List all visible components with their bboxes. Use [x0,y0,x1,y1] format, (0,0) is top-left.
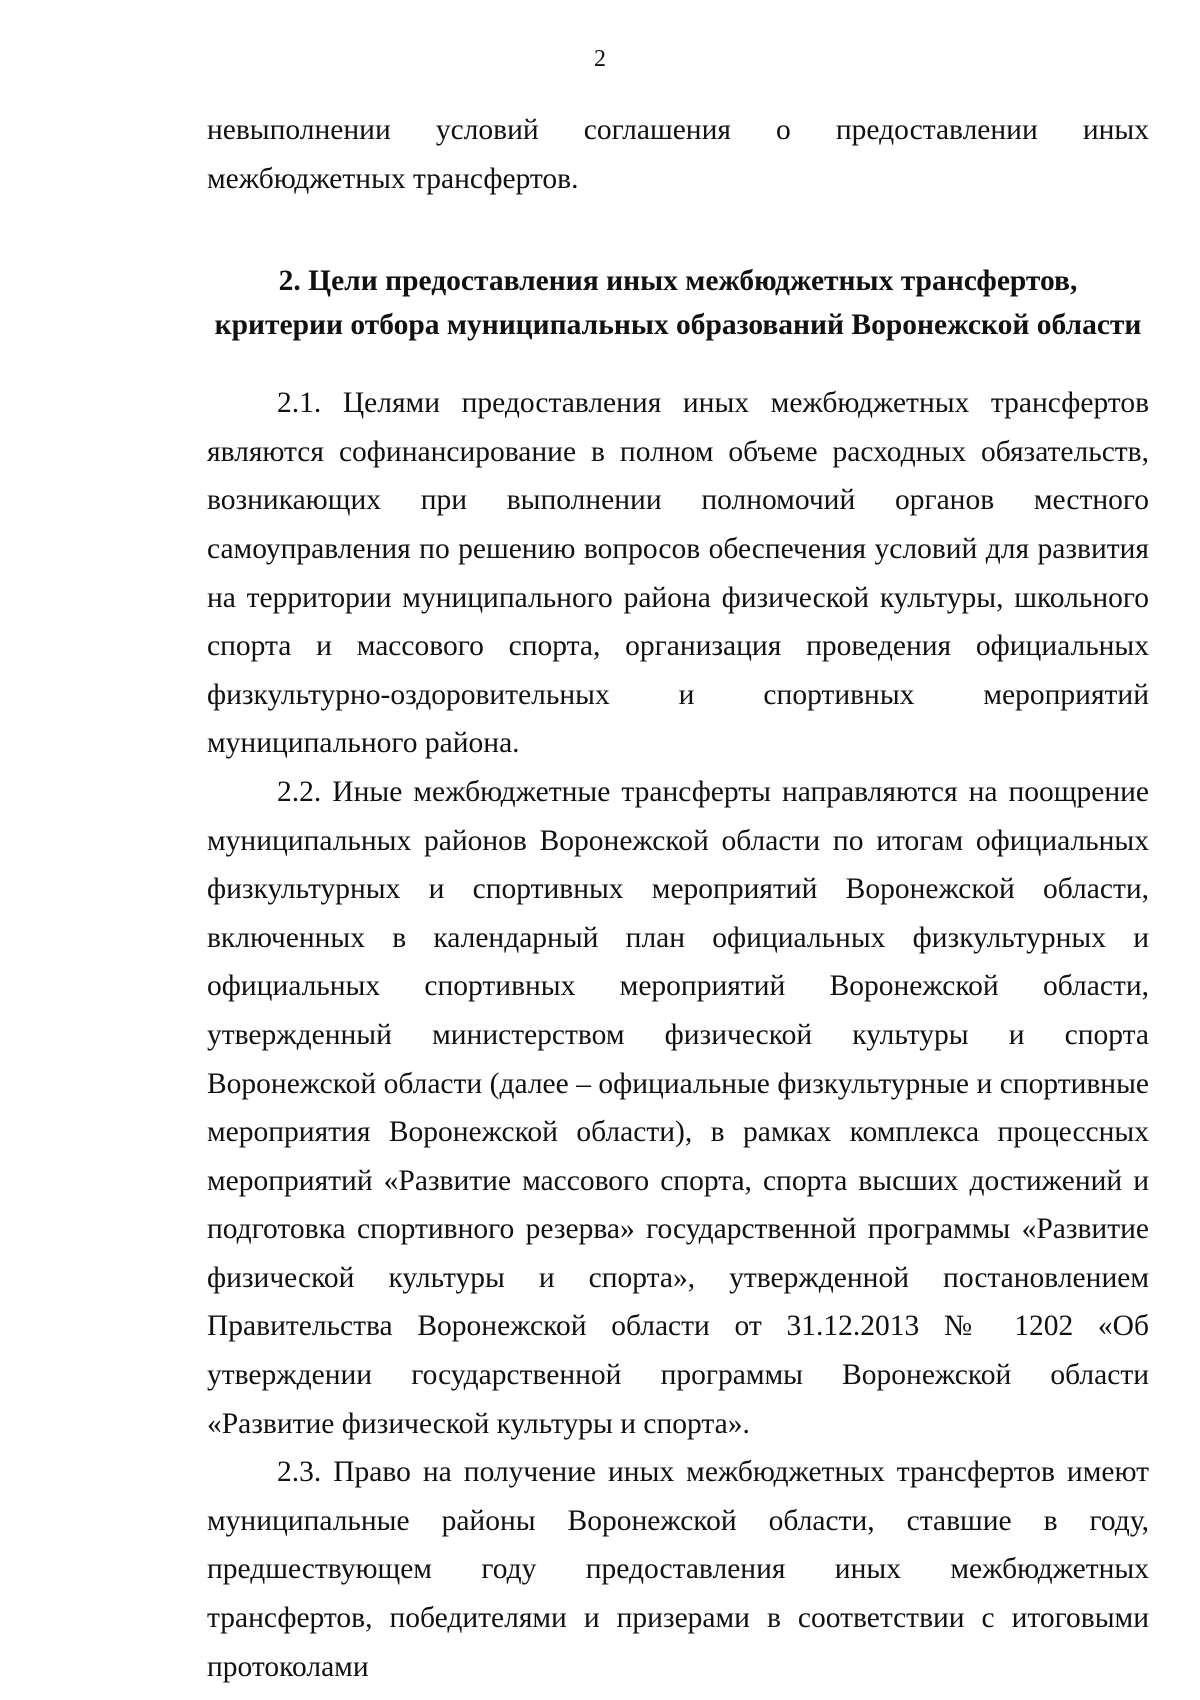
intro-paragraph: невыполнении условий соглашения о предоставлении иных межбюджетных трансфертов. [207,114,1149,195]
paragraph-2-2: 2.2. Иные межбюджетные трансферты направляются на поощрение муниципальных районов Воронежской области по итогам официальных физкультурных и спортивных мероприятий Воронежской области, включенных в календарный план официальных физкультурных и официальных спортивных мероприятий Воронежской области, утвержденный министерством физической культуры и спорта Воронежской области (далее – официальные физкультурные и спортивные мероприятия Воронежской области), в рамках комплекса процессных мероприятий «Развитие массового спорта, спорта высших достижений и подготовка спортивного резерва» государственной программы «Развитие физической культуры и спорта», утвержденной постановлением Правительства Воронежской области от 31.12.2013 № 1202 «Об утверждении государственной программы Воронежской области «Развитие физической культуры и спорта». [207,775,1149,1440]
section-heading [207,259,1149,347]
document-body [207,106,1149,1691]
section-heading-line-1: 2. Цели предоставления иных межбюджетных трансфертов, [278,265,1078,298]
paragraph-2-1: 2.1. Целями предоставления иных межбюджетных трансфертов являются софинансирование в полном объеме расходных обязательств, возникающих при выполнении полномочий органов местного самоуправления по решению вопросов обеспечения условий для развития на территории муниципального района физической культуры, школьного спорта и массового спорта, организация проведения официальных физкультурно-оздоровительных и спортивных мероприятий муниципального района. [207,387,1149,760]
page-number: 2 [594,46,606,72]
paragraph-2-3: 2.3. Право на получение иных межбюджетных трансфертов имеют муниципальные районы Воронежской области, ставшие в году, предшествующем году предоставления иных межбюджетных трансфертов, победителями и призерами в соответствии с итоговыми протоколами [207,1456,1149,1683]
section-heading-line-2: критерии отбора муниципальных образований Воронежской области [214,309,1142,342]
